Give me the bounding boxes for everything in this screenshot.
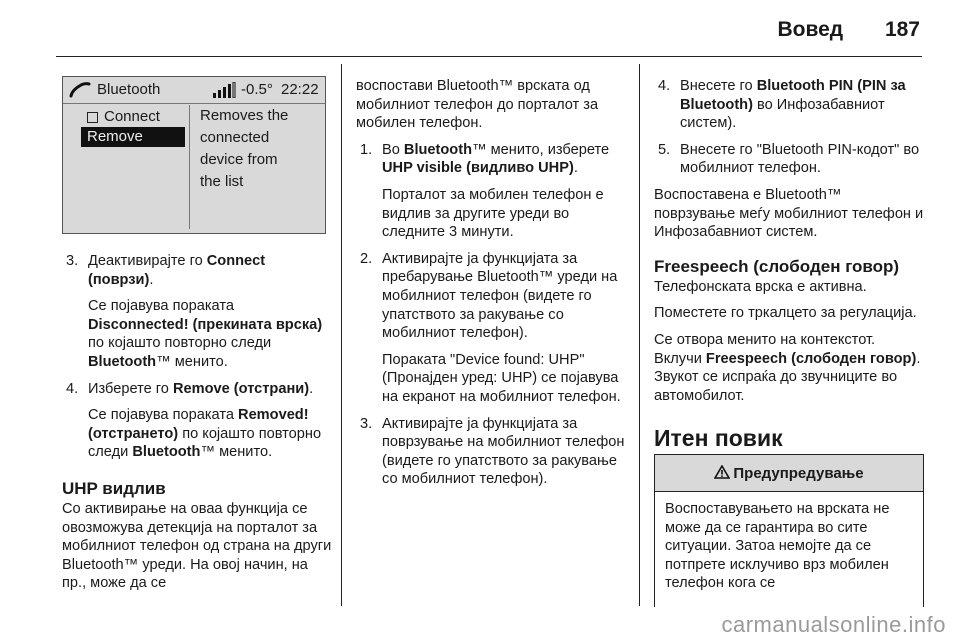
paragraph: Воспоставена е Bluetooth™ поврзување меѓу мобилниот телефон и Инфозабавниот систем. bbox=[654, 186, 924, 241]
warning-header: Предупредување bbox=[655, 455, 923, 492]
paragraph: Поместете го тркалцето за регулација. bbox=[654, 305, 917, 322]
page-number: 187 bbox=[884, 18, 920, 41]
column-1 bbox=[62, 252, 334, 593]
screen-temperature: -0.5° bbox=[241, 81, 273, 98]
warning-box bbox=[654, 454, 924, 607]
screen-menu-item-connect[interactable]: Connect bbox=[81, 107, 183, 127]
paragraph: Со активирање на оваа функција се овозможува детекција на порталот за мобилниот телефон од страна на други Bluetooth™ уреди. На овој начин, на пр., може да се bbox=[62, 500, 332, 592]
screen-help-text: Removes the connected device from the list bbox=[189, 105, 332, 229]
screen-menu bbox=[81, 107, 183, 227]
column-2 bbox=[356, 77, 628, 489]
checkbox-icon bbox=[87, 112, 98, 123]
warning-text: Воспоставувањето на врската не може да се гарантира во сите ситуации. Затоа немојте да се потпрете исклучиво врз мобилен телефон кога се bbox=[665, 501, 890, 592]
column-3 bbox=[654, 77, 926, 453]
watermark: carmanualsonline.info bbox=[721, 612, 946, 637]
list-item: 3. Деактивирајте го Connect (поврзи). Се појавува пораката Disconnected! (прекината врска) по којашто повторно следи Bluetooth™ менито. bbox=[66, 253, 323, 370]
column-divider bbox=[639, 64, 640, 606]
paragraph: Телефонската врска е активна. bbox=[654, 278, 867, 295]
screen-status-title: Bluetooth bbox=[97, 81, 161, 98]
page-title: Вовед bbox=[777, 18, 844, 41]
section-heading: Freespeech (слободен говор) bbox=[654, 256, 900, 276]
page-header bbox=[777, 18, 920, 42]
phone-icon bbox=[69, 80, 91, 100]
column-divider bbox=[341, 64, 342, 606]
paragraph: воспостави Bluetooth™ врската од мобилниот телефон до порталот за мобилен телефон. bbox=[356, 78, 599, 132]
screen-time: 22:22 bbox=[281, 81, 319, 98]
list-item: 5. Внесете го "Bluetooth PIN-кодот" во мобилниот телефон. bbox=[658, 141, 920, 177]
signal-bars-icon bbox=[213, 82, 237, 98]
screen-menu-item-remove[interactable]: Remove bbox=[81, 127, 185, 147]
warning-triangle-icon bbox=[714, 465, 730, 479]
list-item: 3. Активирајте ја функцијата за поврзување на мобилниот телефон (видете го упатството за ракување со мобилниот телефон). bbox=[360, 415, 625, 488]
header-rule bbox=[56, 56, 922, 57]
paragraph: Се отвора менито на контекстот. Вклучи Freespeech (слободен говор). Звукот се испраќа до звучниците во автомобилот. bbox=[654, 331, 921, 404]
infotainment-screen-illustration bbox=[62, 76, 326, 234]
section-title: Итен повик bbox=[654, 425, 783, 452]
list-item: 2. Активирајте ја функцијата за пребарување Bluetooth™ уреди на мобилниот телефон (видете го упатството за ракување со мобилниот телефон). Пораката "Device found: UHP" (Пронајден уред: UHP) се појавува на екранот на мобилниот телефон. bbox=[360, 250, 621, 405]
list-item: 4. Изберете го Remove (отстрани). Се појавува пораката Removed! (отстрането) по којашто повторно следи Bluetooth™ менито. bbox=[66, 380, 322, 461]
screen-status-bar bbox=[63, 77, 325, 104]
section-heading: UHP видлив bbox=[62, 478, 166, 498]
list-item: 4. Внесете го Bluetooth PIN (PIN за Bluetooth) во Инфозабавниот систем). bbox=[658, 78, 906, 132]
list-item: 1. Во Bluetooth™ менито, изберете UHP visible (видливо UHP). Порталот за мобилен телефон е видлив за другите уреди во следните 3 минути. bbox=[360, 141, 610, 241]
